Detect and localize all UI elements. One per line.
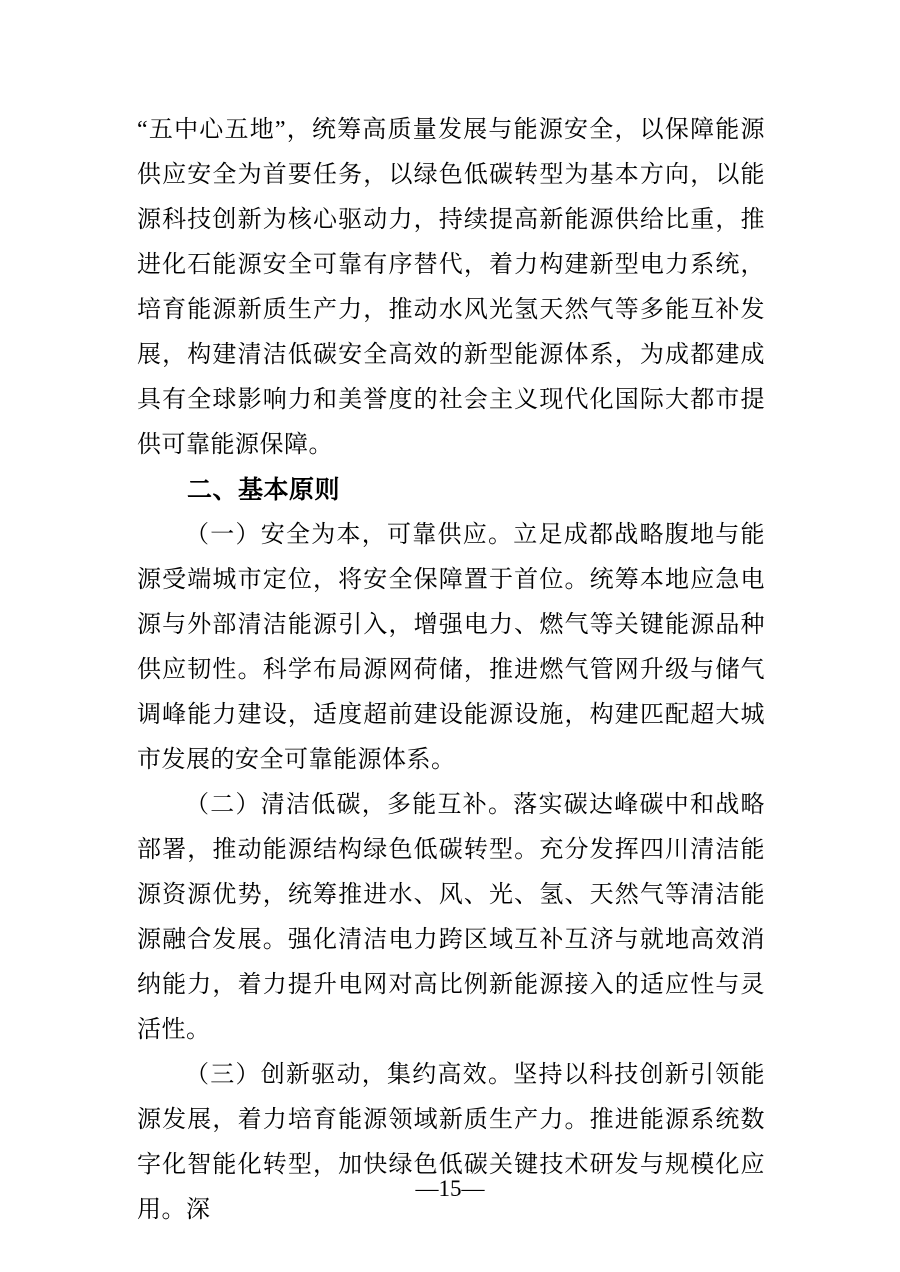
section-heading-basic-principles: 二、基本原则: [187, 476, 341, 504]
paragraph-continuation: “五中心五地”，统筹高质量发展与能源安全，以保障能源供应安全为首要任务，以绿色低碳转型为基本方向，以能源科技创新为核心驱动力，持续提高新能源供给比重，推进化石能源安全可靠有序替代，着力构建新型电力系统，培育能源新质生产力，推动水风光氢天然气等多能互补发展，构建清洁低碳安全高效的新型能源体系，为成都建成具有全球影响力和美誉度的社会主义现代化国际大都市提供可靠能源保障。: [137, 117, 765, 458]
page-body-text: [137, 108, 765, 1233]
paragraph-principle-2: （二）清洁低碳，多能互补。落实碳达峰碳中和战略部署，推动能源结构绿色低碳转型。充分发挥四川清洁能源资源优势，统筹推进水、风、光、氢、天然气等清洁能源融合发展。强化清洁电力跨区域互补互济与就地高效消纳能力，着力提升电网对高比例新能源接入的适应性与灵活性。: [137, 792, 765, 1043]
page-number: —15—: [415, 1176, 485, 1201]
paragraph-principle-1: （一）安全为本，可靠供应。立足成都战略腹地与能源受端城市定位，将安全保障置于首位。统筹本地应急电源与外部清洁能源引入，增强电力、燃气等关键能源品种供应韧性。科学布局源网荷储，推进燃气管网升级与储气调峰能力建设，适度超前建设能源设施，构建匹配超大城市发展的安全可靠能源体系。: [137, 522, 765, 773]
paragraph-principle-3: （三）创新驱动，集约高效。坚持以科技创新引领能源发展，着力培育能源领域新质生产力。推进能源系统数字化智能化转型，加快绿色低碳关键技术研发与规模化应用。深: [137, 1062, 765, 1223]
